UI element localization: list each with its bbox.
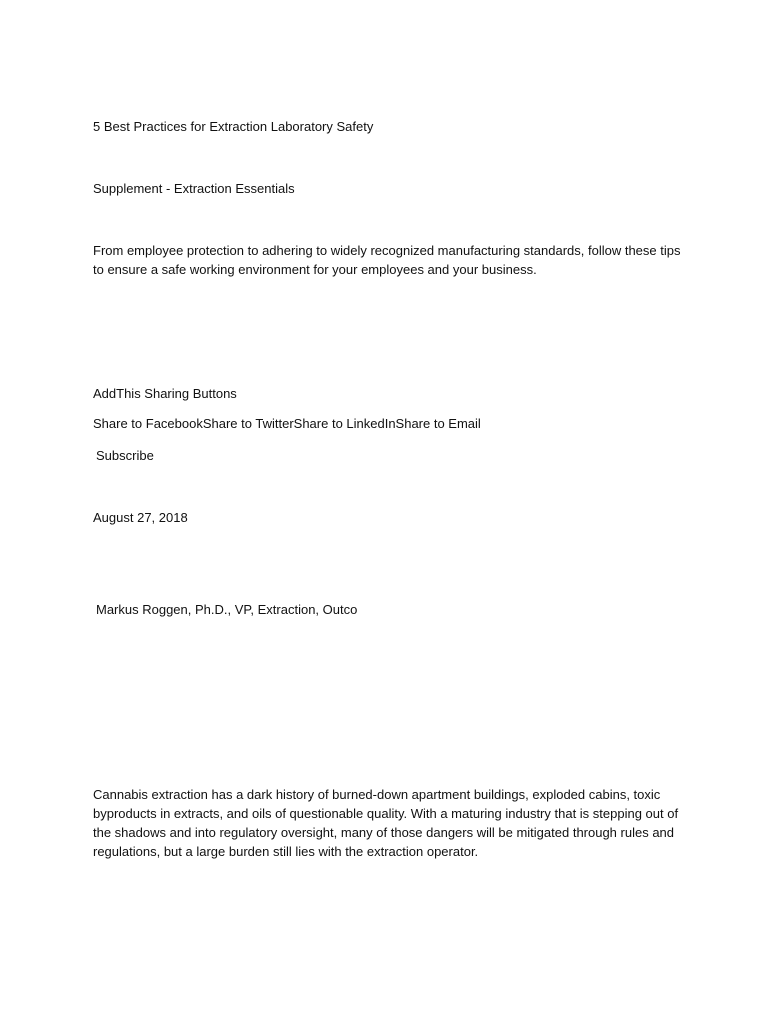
intro-paragraph: From employee protection to adhering to widely recognized manufacturing standards, follow these tips to ensure a safe working environment for your employees and your business. [93,243,681,277]
publish-date: August 27, 2018 [93,510,188,525]
document-title: 5 Best Practices for Extraction Laboratory Safety [93,119,374,134]
body-paragraph: Cannabis extraction has a dark history of burned-down apartment buildings, exploded cabins, toxic byproducts in extracts, and oils of questionable quality. With a maturing industry that is stepping out of the shadows and into regulatory oversight, many of those dangers will be mitigated through rules and regulations, but a large burden still lies with the extraction operator. [93,787,679,859]
share-links[interactable]: Share to FacebookShare to TwitterShare to LinkedInShare to Email [93,416,481,431]
author-line: Markus Roggen, Ph.D., VP, Extraction, Outco [96,602,358,617]
supplement-line: Supplement - Extraction Essentials [93,181,295,196]
subscribe-link[interactable]: Subscribe [96,448,154,463]
sharing-heading: AddThis Sharing Buttons [93,386,237,401]
